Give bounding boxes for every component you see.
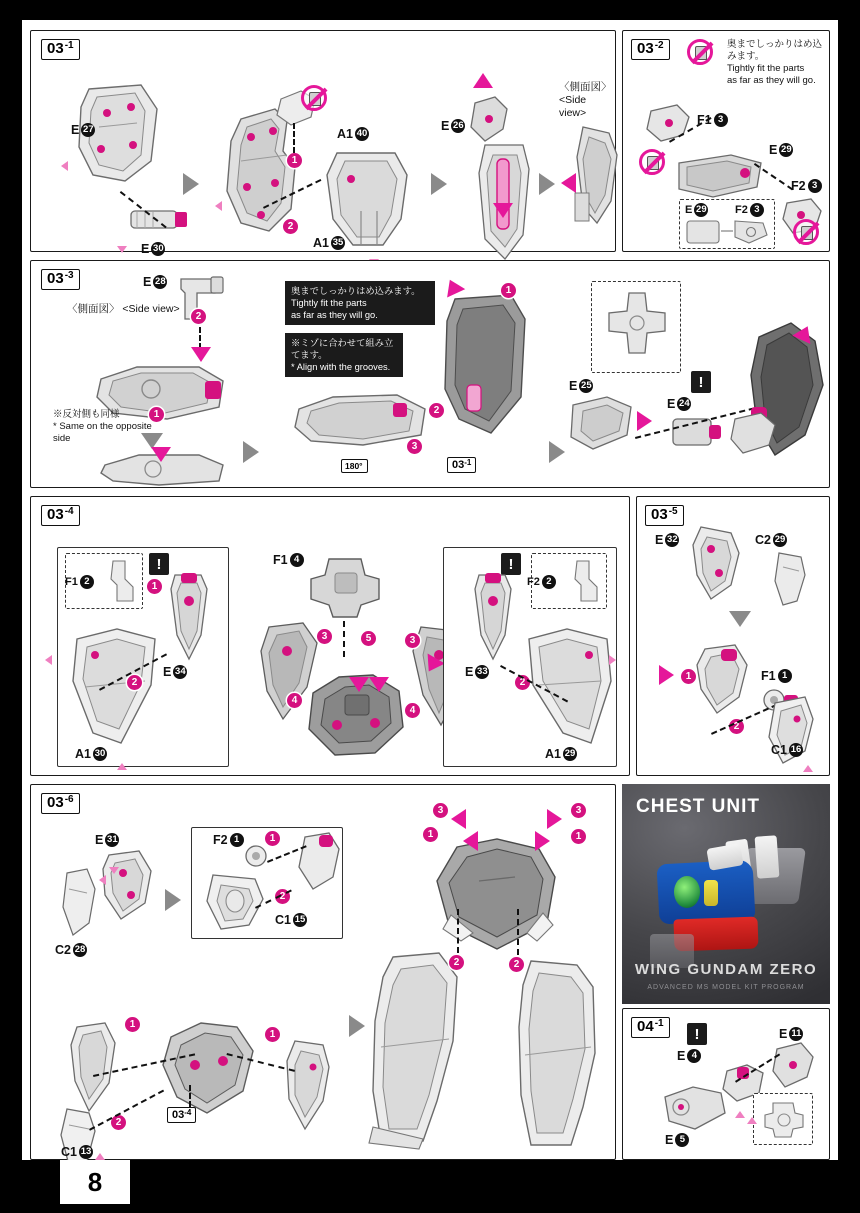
photo-brand-sub: ADVANCED MS MODEL KIT PROGRAM <box>647 984 805 991</box>
label-code: C2 <box>755 533 771 547</box>
part-e33-shape <box>471 571 517 665</box>
label-num: 29 <box>696 204 707 216</box>
note-en: * Same on the opposite side <box>53 420 152 444</box>
part-a129-shape <box>521 625 617 755</box>
step-tag-sub: -6 <box>64 794 74 805</box>
caution-icon: ! <box>687 1023 707 1045</box>
no-glue-icon <box>639 149 665 175</box>
part-assembled-side-shape <box>569 123 625 231</box>
pink-arrow-right <box>637 411 652 431</box>
label-f21 <box>213 833 244 847</box>
rotate-label: 180° <box>345 461 363 471</box>
step-tag-main: 03 <box>47 794 64 811</box>
step-number-3b: 3 <box>405 633 420 648</box>
label-e25 <box>569 379 593 393</box>
label-e29 <box>769 143 793 157</box>
step-tag-03-5 <box>645 505 684 526</box>
label-code: A1 <box>75 747 91 761</box>
label-e30 <box>141 242 165 256</box>
label-num: 27 <box>83 124 94 136</box>
label-code: E <box>665 1133 674 1147</box>
step-tag-sub: -2 <box>654 40 664 51</box>
label-code: E <box>441 119 450 133</box>
flow-arrow <box>539 173 555 195</box>
substep-ref-03-4 <box>167 1107 196 1123</box>
photo-brand: WING GUNDAM ZERO <box>634 961 818 978</box>
flow-arrow <box>243 441 259 463</box>
step-tag-sub: -3 <box>64 270 74 281</box>
part-e25-shape <box>565 395 637 453</box>
note-en-1: Tightly fit the parts <box>291 298 367 309</box>
substep-main: 03 <box>172 1109 185 1121</box>
part-e32-shape <box>687 523 747 605</box>
label-code: E <box>779 1027 788 1041</box>
flow-arrow <box>183 173 199 195</box>
step-tag-03-6 <box>41 793 80 814</box>
assembly-dash-leg-right <box>517 909 519 955</box>
step-tag-sub: -1 <box>654 1018 664 1029</box>
step-number-2: 2 <box>127 675 142 690</box>
part-036-right-wing-shape <box>277 1037 335 1133</box>
marker-triangle <box>99 875 106 885</box>
label-num: 13 <box>80 1146 92 1158</box>
label-e29-inset <box>685 203 708 217</box>
label-num: 40 <box>356 128 368 140</box>
step-tag-sub: -5 <box>668 506 678 517</box>
step-tag-main: 03 <box>651 506 668 523</box>
panel-03-3 <box>30 260 830 488</box>
step-tag-03-2 <box>631 39 670 60</box>
part-inset-detail-shape <box>685 217 771 247</box>
pink-arrow-left <box>451 809 466 829</box>
pink-arrow-down <box>349 677 369 692</box>
side-view-note-2 <box>67 303 180 316</box>
no-glue-icon <box>301 85 327 111</box>
step-number-2: 2 <box>729 719 744 734</box>
nipper-icon <box>695 46 707 60</box>
part-c228-shape <box>57 867 101 941</box>
side-view-en: <Side view> <box>122 303 180 315</box>
note-jp: 奥までしっかりはめ込みます。 <box>291 286 421 296</box>
note-en-1: Tightly fit the parts <box>727 62 805 74</box>
label-code: F2 <box>527 576 540 588</box>
label-code: C1 <box>275 913 291 927</box>
part-e31-shape <box>97 849 159 923</box>
label-f14 <box>273 553 304 567</box>
label-code: A1 <box>337 127 353 141</box>
label-code: F1 <box>761 669 776 683</box>
step-number-5: 5 <box>361 631 376 646</box>
step-number-2: 2 <box>191 309 206 324</box>
note-same-opposite <box>53 409 153 445</box>
label-e24 <box>667 397 691 411</box>
marker-triangle <box>61 161 68 171</box>
side-view-jp: 〈側面図〉 <box>67 303 120 315</box>
label-num: 3 <box>808 179 822 193</box>
step-number-3: 3 <box>317 629 332 644</box>
label-num: 28 <box>155 276 166 288</box>
label-code: A1 <box>313 236 329 250</box>
label-num: 26 <box>453 120 464 132</box>
flow-arrow <box>165 889 181 911</box>
label-num: 2 <box>542 575 556 589</box>
label-code: C1 <box>771 743 787 757</box>
label-c228 <box>55 943 87 957</box>
label-code: E <box>143 275 152 289</box>
step-tag-sub: -4 <box>64 506 74 517</box>
part-e26-shape <box>465 95 513 149</box>
pink-arrow-down <box>151 447 171 462</box>
panel-03-4 <box>30 496 630 776</box>
note-en: * Align with the grooves. <box>291 362 391 373</box>
model-right-shoulder-vent <box>755 835 780 878</box>
label-f23 <box>791 179 822 193</box>
label-num: 32 <box>667 534 678 546</box>
assembly-dash-leg-left <box>457 909 459 953</box>
substep-ref-03-1 <box>447 457 476 473</box>
label-code: E <box>71 123 80 137</box>
step-tag-main: 03 <box>47 270 64 287</box>
label-num: 16 <box>790 744 802 756</box>
part-e27-shape <box>71 83 163 193</box>
label-code: E <box>569 379 578 393</box>
label-num: 24 <box>679 398 690 410</box>
pink-arrow-down <box>493 203 513 218</box>
panel-03-1 <box>30 30 616 256</box>
part-f21-shape <box>243 843 273 869</box>
part-a130-shape <box>67 625 163 755</box>
part-033-small-cap-shape <box>725 411 781 459</box>
panel-03-2 <box>622 30 830 252</box>
marker-triangle <box>735 1111 745 1118</box>
part-e30-shape <box>127 203 197 237</box>
assembly-dash-vertical <box>343 621 345 657</box>
part-e28-shape <box>177 275 239 331</box>
label-code: E <box>685 204 693 216</box>
side-view-note-1 <box>559 81 615 120</box>
label-num: 30 <box>153 243 164 255</box>
step-number-2: 2 <box>275 889 290 904</box>
no-glue-icon <box>793 219 819 245</box>
pink-arrow-right <box>547 809 562 829</box>
label-e11 <box>779 1027 803 1041</box>
label-code: E <box>141 242 150 256</box>
label-code: E <box>163 665 172 679</box>
label-c116 <box>771 743 803 757</box>
label-num: 15 <box>294 914 306 926</box>
marker-triangle <box>117 246 127 253</box>
assembly-dash-vertical <box>293 123 295 153</box>
step-number-1e: 1 <box>571 829 586 844</box>
part-e11-shape <box>767 1041 819 1093</box>
marker-triangle <box>45 655 52 665</box>
step-tag-03-1 <box>41 39 80 60</box>
model-cockpit-sensor <box>674 876 700 908</box>
label-f13 <box>697 113 728 127</box>
label-e31 <box>95 833 119 847</box>
panel-03-5 <box>636 496 830 776</box>
caution-icon: ! <box>691 371 711 393</box>
note-fit-full-033 <box>285 281 435 325</box>
pink-arrow-right <box>535 831 550 851</box>
step-number-2: 2 <box>283 219 298 234</box>
part-c229-shape <box>769 549 813 611</box>
note-fit-full-032 <box>727 39 827 87</box>
part-f14-shape <box>307 555 383 621</box>
label-num: 5 <box>675 1133 689 1147</box>
label-code: F1 <box>65 576 78 588</box>
part-036-upper-shape <box>293 831 343 893</box>
note-jp: ※ミゾに合わせて組み立てます。 <box>291 338 394 361</box>
label-a135 <box>313 236 345 250</box>
label-e33 <box>465 665 489 679</box>
label-e32 <box>655 533 679 547</box>
label-code: F2 <box>735 204 748 216</box>
label-a129 <box>545 747 577 761</box>
label-num: 1 <box>230 833 244 847</box>
part-033-shell-shape <box>437 293 533 443</box>
part-036-center-shape <box>155 1017 259 1121</box>
side-view-jp: 〈側面図〉 <box>559 81 612 93</box>
step-number-1: 1 <box>149 407 164 422</box>
label-num: 4 <box>290 553 304 567</box>
nipper-icon <box>801 226 813 240</box>
label-num: 25 <box>581 380 592 392</box>
label-code: E <box>667 397 676 411</box>
step-tag-03-4 <box>41 505 80 526</box>
label-c115 <box>275 913 307 927</box>
marker-triangle <box>747 1117 757 1124</box>
label-code: C1 <box>61 1145 77 1159</box>
label-code: E <box>95 833 104 847</box>
side-view-en: <Side view> <box>559 94 587 120</box>
label-code: F1 <box>697 113 712 127</box>
part-e29-shape <box>673 149 767 201</box>
marker-triangle <box>109 867 119 874</box>
label-e5 <box>665 1133 689 1147</box>
model-chest-vent <box>704 880 718 906</box>
nipper-icon <box>647 156 659 170</box>
label-code: A1 <box>545 747 561 761</box>
label-c113 <box>61 1145 93 1159</box>
caution-icon: ! <box>149 553 169 575</box>
part-033-inset-shape <box>605 291 669 365</box>
step-number-2c: 2 <box>515 675 530 690</box>
label-code: E <box>769 143 778 157</box>
substep-leader <box>189 1085 191 1107</box>
label-e4 <box>677 1049 701 1063</box>
note-jp: ※反対側も同様 <box>53 409 120 420</box>
label-code: E <box>465 665 474 679</box>
pink-arrow-down <box>369 677 389 692</box>
panel-03-6 <box>30 784 616 1160</box>
part-036-shoulder-shape <box>427 837 567 957</box>
step-number-2b: 2 <box>429 403 444 418</box>
flow-arrow-down <box>729 611 751 627</box>
step-number-1: 1 <box>681 669 696 684</box>
step-tag-main: 03 <box>637 40 654 57</box>
part-f22-inset-shape <box>567 557 603 605</box>
step-number-2c: 2 <box>449 955 464 970</box>
page-sheet <box>22 20 838 1160</box>
note-en-2: as far as they will go. <box>727 74 816 86</box>
label-e28 <box>143 275 167 289</box>
step-number-3: 3 <box>433 803 448 818</box>
substep-sub: -1 <box>464 458 472 467</box>
substep-main: 03 <box>452 459 465 471</box>
label-f22 <box>527 575 556 589</box>
marker-triangle <box>803 765 813 772</box>
label-num: 1 <box>778 669 792 683</box>
chest-unit-photo <box>622 784 830 1004</box>
step-number-4: 4 <box>287 693 302 708</box>
pink-arrow-right <box>659 665 674 685</box>
label-num: 29 <box>774 534 786 546</box>
step-number-2b: 2 <box>111 1115 126 1130</box>
step-tag-sub: -1 <box>64 40 74 51</box>
part-041-inset-shape <box>763 1101 805 1139</box>
step-number-3: 3 <box>407 439 422 454</box>
label-num: 29 <box>564 748 576 760</box>
note-en-2: as far as they will go. <box>291 310 378 321</box>
part-036-left-wing-shape <box>65 1021 121 1117</box>
marker-triangle <box>95 1153 105 1160</box>
label-code: C2 <box>55 943 71 957</box>
page-number: 8 <box>60 1160 130 1204</box>
note-groove-033 <box>285 333 403 377</box>
label-code: F2 <box>213 833 228 847</box>
photo-title: CHEST UNIT <box>636 796 760 817</box>
label-f11 <box>761 669 792 683</box>
step-number-1b: 1 <box>501 283 516 298</box>
label-num: 3 <box>750 203 764 217</box>
step-number-1: 1 <box>147 579 162 594</box>
label-e34 <box>163 665 187 679</box>
step-tag-main: 03 <box>47 506 64 523</box>
pink-arrow-down <box>191 347 211 362</box>
note-jp: 奥までしっかりはめ込みます。 <box>727 39 823 62</box>
marker-triangle <box>117 763 127 770</box>
step-number-1: 1 <box>265 831 280 846</box>
label-code: F2 <box>791 179 806 193</box>
marker-triangle <box>215 201 222 211</box>
pink-arrow-up <box>473 73 493 88</box>
step-tag-main: 03 <box>47 40 64 57</box>
label-a140 <box>337 127 369 141</box>
step-number-1d: 1 <box>423 827 438 842</box>
label-num: 28 <box>74 944 86 956</box>
rotate-180-badge <box>341 459 368 473</box>
pink-arrow-left <box>463 831 478 851</box>
label-code: F1 <box>273 553 288 567</box>
step-number-1b: 1 <box>125 1017 140 1032</box>
nipper-icon <box>309 92 321 106</box>
panel-04-1 <box>622 1008 830 1160</box>
label-num: 3 <box>714 113 728 127</box>
part-e5-shape <box>659 1083 731 1135</box>
label-f12 <box>65 575 94 589</box>
caution-icon: ! <box>501 553 521 575</box>
label-e27 <box>71 123 95 137</box>
step-tag-04-1 <box>631 1017 670 1038</box>
label-num: 33 <box>477 666 488 678</box>
label-f23-inset <box>735 203 764 217</box>
step-number-4b: 4 <box>405 703 420 718</box>
label-a130 <box>75 747 107 761</box>
label-num: 2 <box>80 575 94 589</box>
part-035-sub-shape <box>691 643 755 717</box>
flow-arrow <box>549 441 565 463</box>
step-tag-03-3 <box>41 269 80 290</box>
label-num: 31 <box>107 834 118 846</box>
label-num: 29 <box>781 144 792 156</box>
substep-sub: -4 <box>184 1108 192 1117</box>
step-number-1c: 1 <box>265 1027 280 1042</box>
step-number-1: 1 <box>287 153 302 168</box>
step-tag-main: 04 <box>637 1018 654 1035</box>
step-number-3b: 3 <box>571 803 586 818</box>
label-num: 11 <box>791 1028 802 1040</box>
label-num: 34 <box>175 666 186 678</box>
label-num: 30 <box>94 748 106 760</box>
flow-arrow <box>431 173 447 195</box>
part-036-right-leg-shape <box>505 957 609 1153</box>
label-code: E <box>655 533 664 547</box>
part-e34-shape <box>167 571 213 665</box>
label-num: 4 <box>687 1049 701 1063</box>
label-e26 <box>441 119 465 133</box>
step-number-2d: 2 <box>509 957 524 972</box>
no-glue-icon <box>687 39 713 65</box>
label-c229 <box>755 533 787 547</box>
part-f12-inset-shape <box>103 557 139 605</box>
marker-triangle <box>609 655 616 665</box>
label-code: E <box>677 1049 686 1063</box>
label-num: 35 <box>332 237 344 249</box>
part-036-left-leg-shape <box>363 951 471 1151</box>
